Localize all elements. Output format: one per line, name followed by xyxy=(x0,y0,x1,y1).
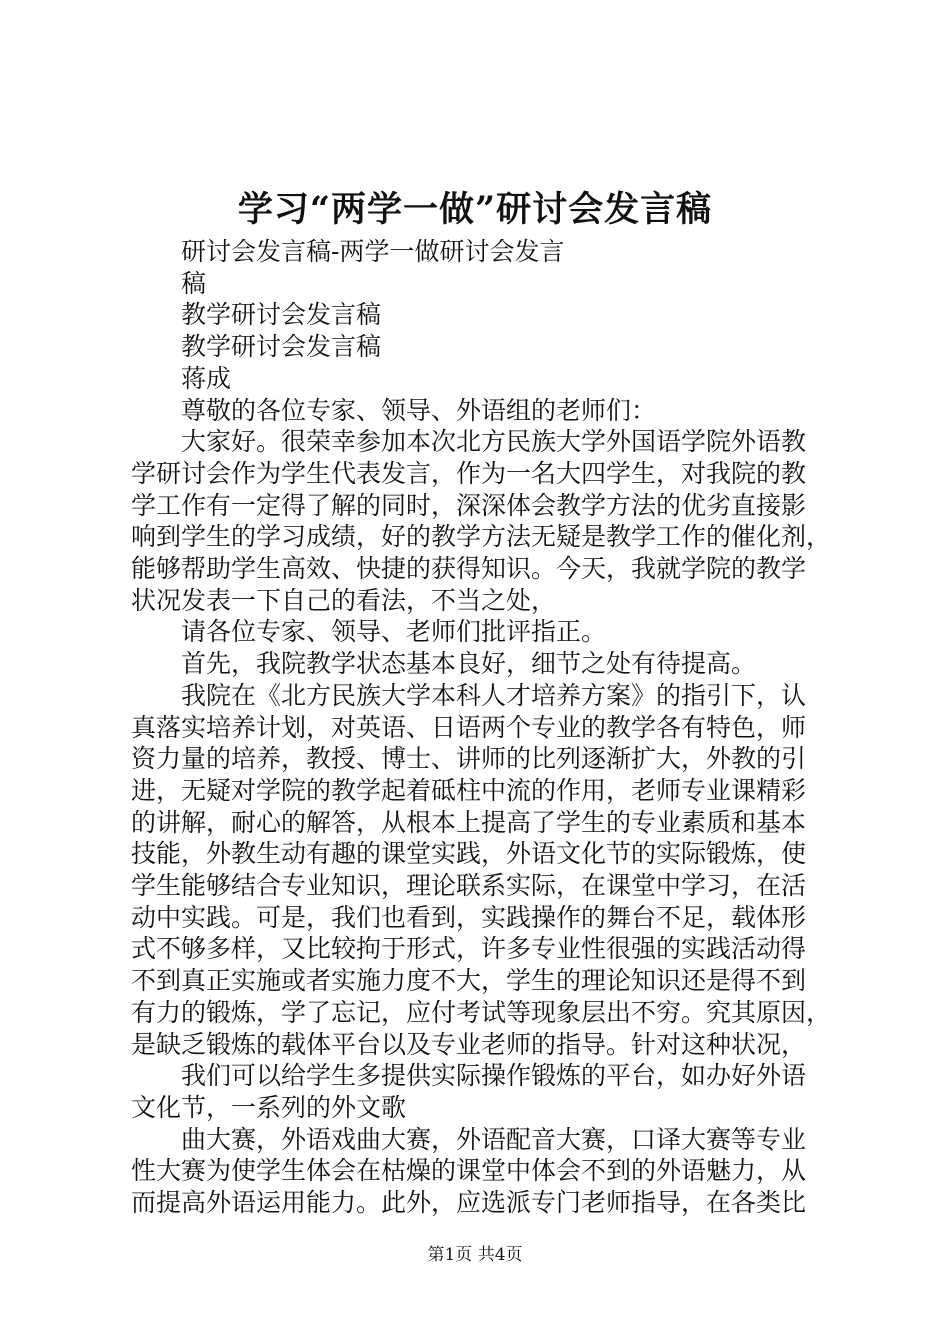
body-line: 性大赛为使学生体会在枯燥的课堂中体会不到的外语魅力，从 xyxy=(131,1156,807,1186)
body-line: 资力量的培养，教授、博士、讲师的比列逐渐扩大，外教的引 xyxy=(131,744,807,774)
page-title: 学习“两学一做”研讨会发言稿 xyxy=(237,189,713,230)
body-line: 我院在《北方民族大学本科人才培养方案》的指引下，认 xyxy=(181,680,807,710)
body-line: 而提高外语运用能力。此外，应选派专门老师指导，在各类比 xyxy=(131,1188,807,1218)
body-line: 大家好。很荣幸参加本次北方民族大学外国语学院外语教 xyxy=(181,427,807,457)
body-line: 首先，我院教学状态基本良好，细节之处有待提高。 xyxy=(181,649,757,679)
body-line: 能够帮助学生高效、快捷的获得知识。今天，我就学院的教学 xyxy=(131,554,807,584)
body-line: 稿 xyxy=(181,268,207,298)
body-line: 的讲解，耐心的解答，从根本上提高了学生的专业素质和基本 xyxy=(131,807,807,837)
body-line: 请各位专家、领导、老师们批评指正。 xyxy=(181,617,607,647)
page-footer: 第1页 共4页 xyxy=(427,1245,523,1265)
body-line: 曲大赛，外语戏曲大赛，外语配音大赛，口译大赛等专业 xyxy=(181,1124,807,1154)
body-line: 我们可以给学生多提供实际操作锻炼的平台，如办好外语 xyxy=(181,1061,807,1091)
body-line: 尊敬的各位专家、领导、外语组的老师们： xyxy=(181,395,657,425)
body-line: 真落实培养计划，对英语、日语两个专业的教学各有特色，师 xyxy=(131,712,807,742)
body-line: 蒋成 xyxy=(181,363,232,393)
body-line: 学研讨会作为学生代表发言，作为一名大四学生，对我院的教 xyxy=(131,458,807,488)
body-line: 技能，外教生动有趣的课堂实践，外语文化节的实际锻炼，使 xyxy=(131,839,807,869)
body-line: 状况发表一下自己的看法，不当之处， xyxy=(131,585,557,615)
body-line: 不到真正实施或者实施力度不大，学生的理论知识还是得不到 xyxy=(131,966,807,996)
body-line: 是缺乏锻炼的载体平台以及专业老师的指导。针对这种状况， xyxy=(131,1029,807,1059)
body-line: 式不够多样，又比较拘于形式，许多专业性很强的实践活动得 xyxy=(131,934,807,964)
body-line: 进，无疑对学院的教学起着砥柱中流的作用，老师专业课精彩 xyxy=(131,775,807,805)
document-body xyxy=(131,236,831,1219)
body-line: 有力的锻炼，学了忘记，应付考试等现象层出不穷。究其原因， xyxy=(131,997,832,1027)
body-line: 文化节，一系列的外文歌 xyxy=(131,1092,407,1122)
body-line: 响到学生的学习成绩，好的教学方法无疑是教学工作的催化剂， xyxy=(131,522,832,552)
body-line: 教学研讨会发言稿 xyxy=(181,332,382,362)
body-line: 动中实践。可是，我们也看到，实践操作的舞台不足，载体形 xyxy=(131,902,807,932)
body-line: 教学研讨会发言稿 xyxy=(181,300,382,330)
body-line: 学工作有一定得了解的同时，深深体会教学方法的优劣直接影 xyxy=(131,490,807,520)
body-line: 学生能够结合专业知识，理论联系实际，在课堂中学习，在活 xyxy=(131,871,807,901)
body-line: 研讨会发言稿-两学一做研讨会发言 xyxy=(181,237,565,266)
